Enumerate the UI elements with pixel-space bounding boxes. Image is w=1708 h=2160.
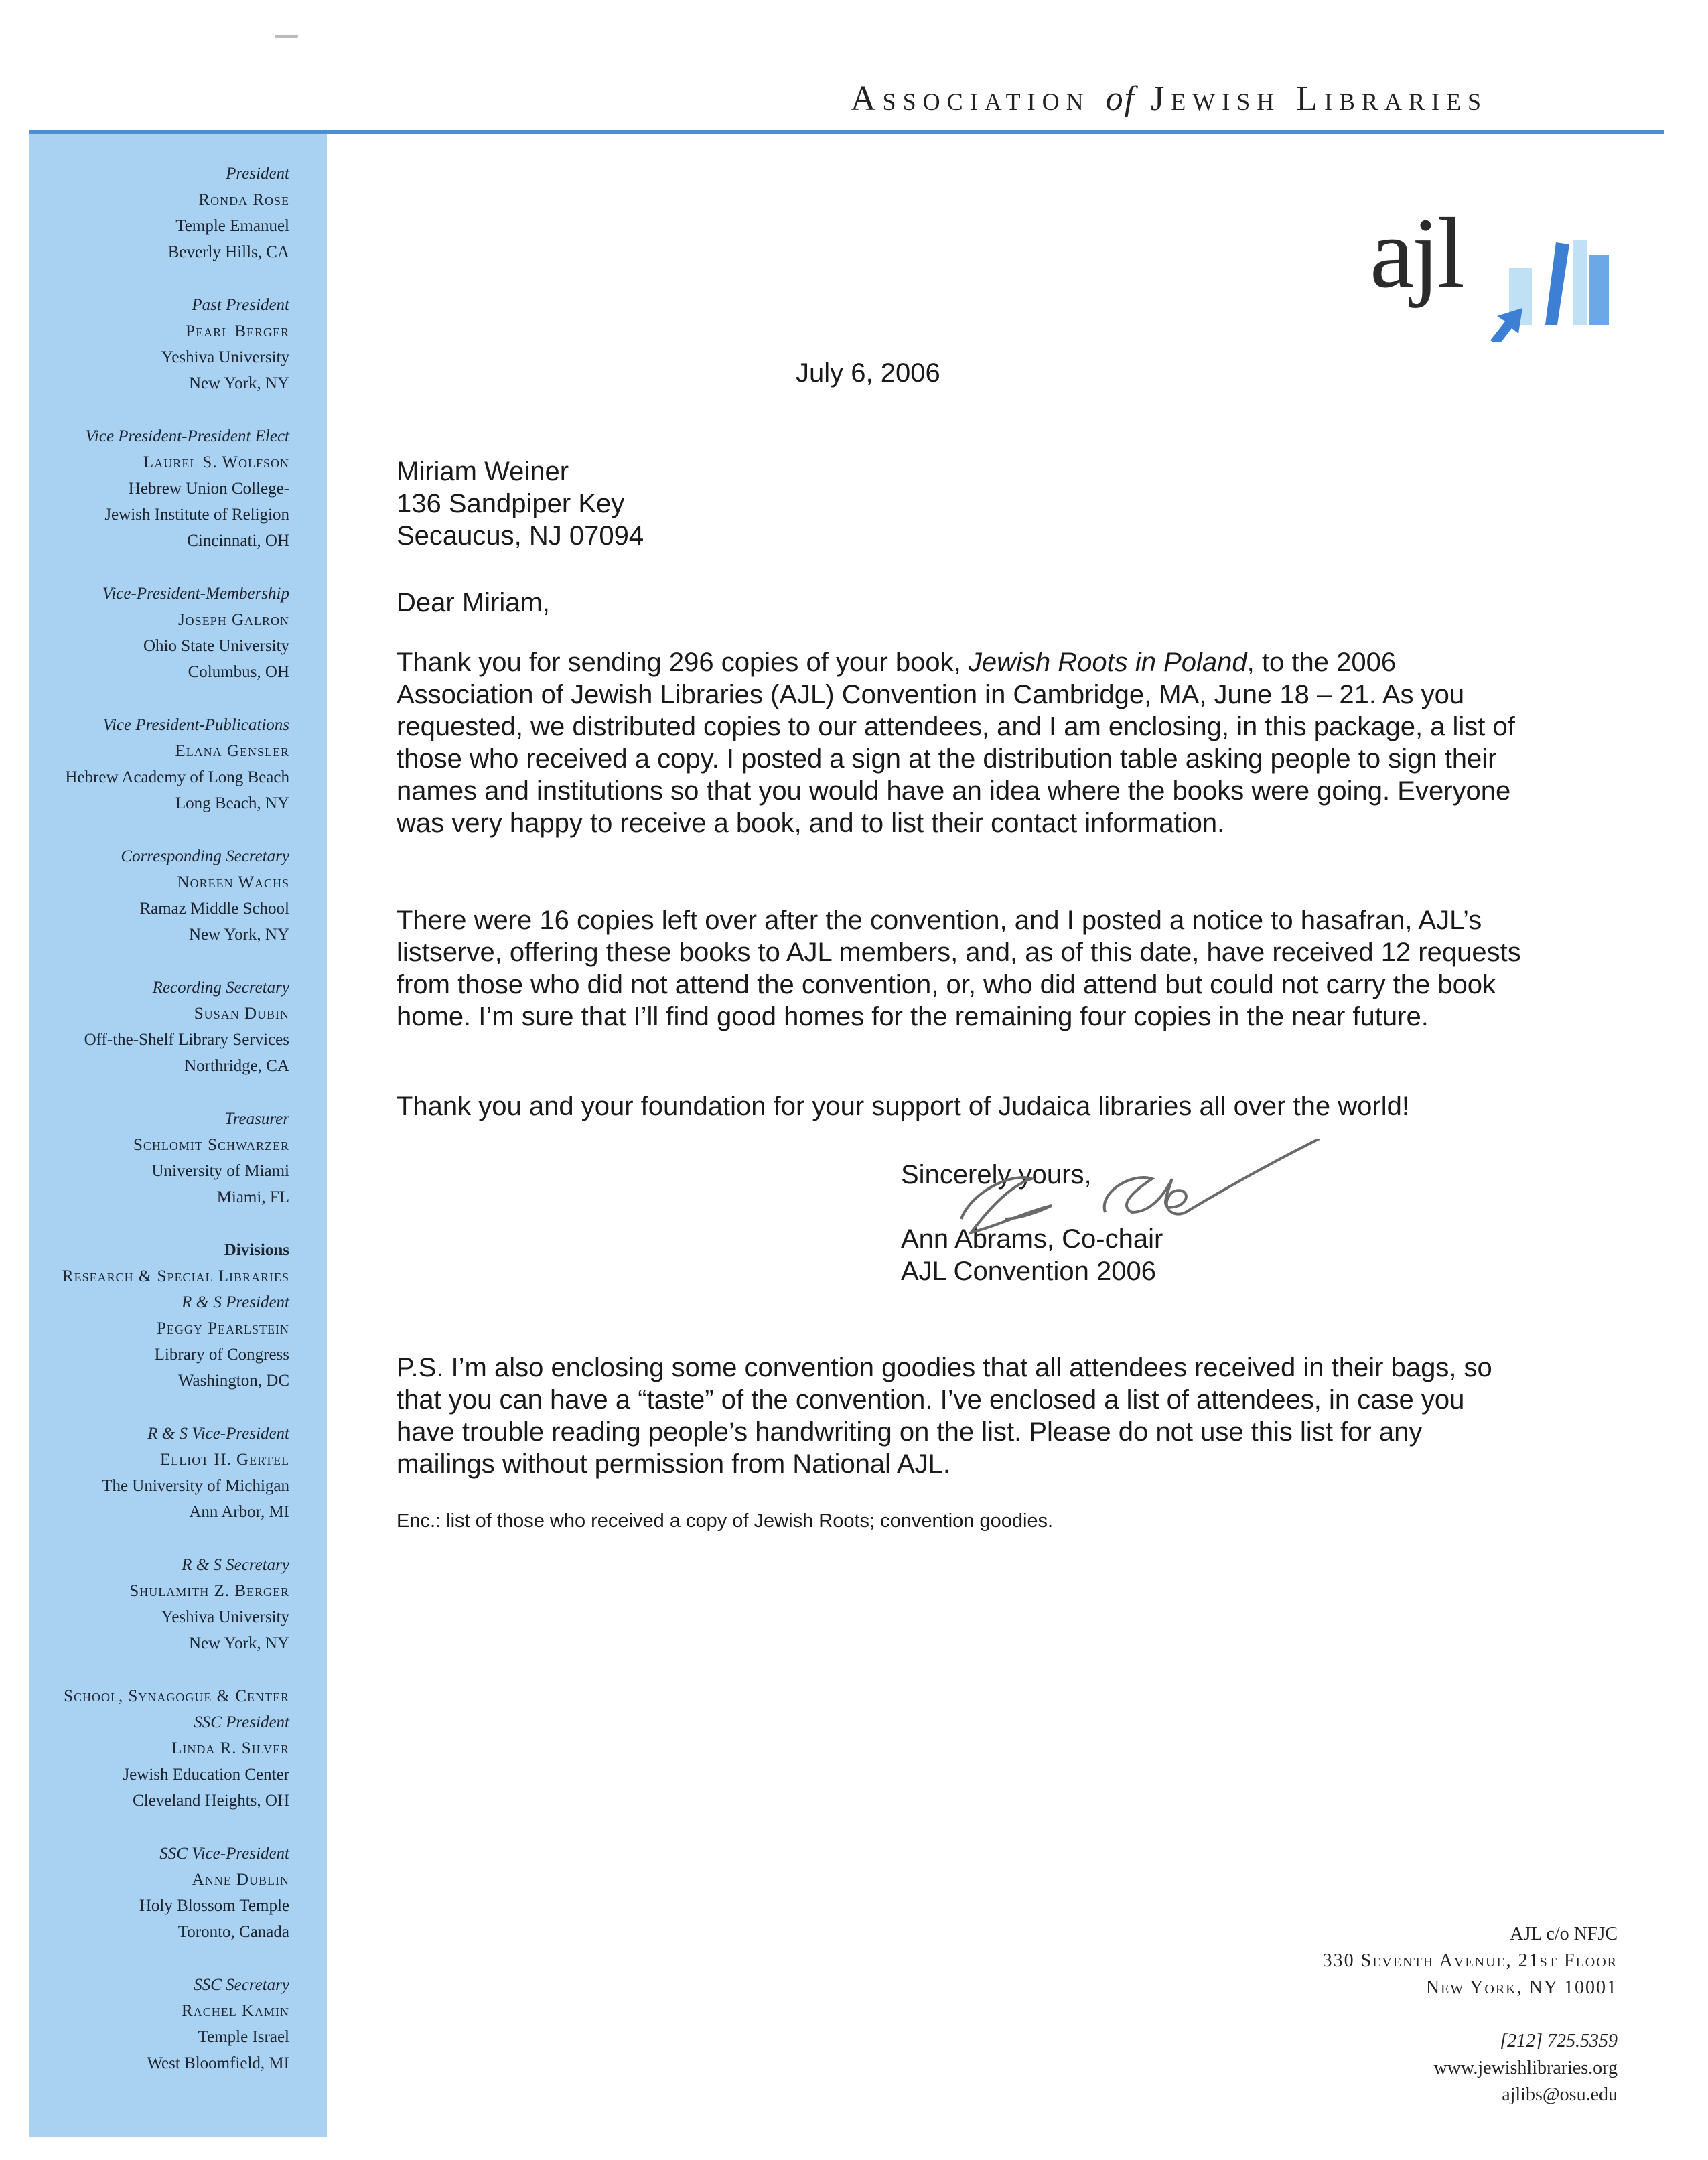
enclosure-note: Enc.: list of those who received a copy of Jewish Roots; convention goodies. bbox=[397, 1510, 1054, 1532]
footer-city: New York, NY 10001 bbox=[1425, 1977, 1618, 1998]
officer-affiliation: New York, NY bbox=[188, 1634, 289, 1652]
p1-text-a: Thank you for sending 296 copies of your book, bbox=[397, 648, 969, 677]
officer-role: President bbox=[226, 165, 289, 183]
officer-name: Peggy Pearlstein bbox=[156, 1319, 289, 1338]
officer-role: Corresponding Secretary bbox=[121, 847, 289, 865]
officer-role: R & S Vice-President bbox=[147, 1425, 289, 1443]
officer-affiliation: Washington, DC bbox=[177, 1372, 289, 1390]
officer-role: Vice President-Publications bbox=[102, 716, 289, 734]
officer-affiliation: Beverly Hills, CA bbox=[167, 243, 289, 261]
officer-affiliation: Jewish Institute of Religion bbox=[104, 506, 289, 524]
paragraph-2: There were 16 copies left over after the convention, and I posted a notice to hasafran, AJL’s listserve, offering these books to AJL members, and, as of this date, have received 12 requests from those who did not attend the convention, or, who did attend but could not carry the book home. I’m sure that I’ll find good homes for the remaining four copies in the near future. bbox=[397, 906, 1521, 1031]
officer-affiliation: Ohio State University bbox=[143, 637, 289, 655]
officer-entry bbox=[62, 292, 289, 397]
handwritten-signature bbox=[931, 1139, 1320, 1259]
signer-title: AJL Convention 2006 bbox=[901, 1256, 1157, 1286]
officer-name: Ronda Rose bbox=[198, 191, 289, 209]
officer-role: Vice President-President Elect bbox=[85, 427, 289, 445]
book-3 bbox=[1573, 240, 1587, 325]
officer-entry bbox=[62, 581, 289, 685]
officer-affiliation: Columbus, OH bbox=[188, 663, 289, 681]
officer-entry bbox=[62, 423, 289, 554]
officer-affiliation: The University of Michigan bbox=[102, 1477, 289, 1495]
officer-affiliation: Ann Arbor, MI bbox=[189, 1503, 289, 1521]
footer-email[interactable]: ajlibs@osu.edu bbox=[1502, 2084, 1618, 2105]
officer-name: Schlomit Schwarzer bbox=[133, 1136, 289, 1154]
org-name-of: of bbox=[1105, 80, 1136, 118]
officer-name: Noreen Wachs bbox=[177, 873, 289, 891]
officer-role: R & S Secretary bbox=[182, 1556, 289, 1574]
logo-text: ajl bbox=[1370, 198, 1462, 309]
officer-entry bbox=[62, 1289, 289, 1394]
officer-entry bbox=[62, 1106, 289, 1210]
officer-affiliation: Northridge, CA bbox=[184, 1057, 289, 1075]
officer-entry bbox=[62, 1552, 289, 1656]
footer-street: 330 Seventh Avenue, 21st Floor bbox=[1322, 1950, 1618, 1971]
divisions-heading: Divisions bbox=[224, 1241, 289, 1259]
officer-role: Vice-President-Membership bbox=[102, 585, 289, 603]
book-4 bbox=[1589, 255, 1609, 325]
officer-name: Joseph Galron bbox=[177, 611, 289, 629]
officer-affiliation: Holy Blossom Temple bbox=[139, 1897, 289, 1915]
officer-entry bbox=[62, 843, 289, 948]
officer-role: Recording Secretary bbox=[152, 979, 289, 997]
book-title: Jewish Roots in Poland bbox=[968, 648, 1247, 677]
officer-affiliation: Temple Emanuel bbox=[175, 217, 289, 235]
books-arrow-icon bbox=[1490, 228, 1611, 342]
officer-role: SSC Secretary bbox=[194, 1976, 289, 1994]
footer-website[interactable]: www.jewishlibraries.org bbox=[1433, 2058, 1618, 2078]
officer-affiliation: Miami, FL bbox=[216, 1188, 289, 1206]
officer-affiliation: University of Miami bbox=[151, 1162, 289, 1180]
officer-affiliation: New York, NY bbox=[188, 374, 289, 392]
division-name-ssc: School, Synagogue & Center bbox=[64, 1687, 289, 1705]
officer-name: Rachel Kamin bbox=[182, 2002, 289, 2020]
officer-entry bbox=[62, 161, 289, 265]
scan-speck bbox=[275, 35, 298, 38]
org-name-prefix: Association bbox=[851, 80, 1090, 118]
officer-role: Past President bbox=[192, 296, 289, 314]
officer-entry bbox=[62, 1709, 289, 1814]
footer-phone: [212] 725.5359 bbox=[1500, 2031, 1618, 2051]
recipient-city: Secaucus, NJ 07094 bbox=[397, 521, 644, 551]
officer-affiliation: Cincinnati, OH bbox=[187, 532, 289, 550]
paragraph-3: Thank you and your foundation for your support of Judaica libraries all over the world! bbox=[397, 1092, 1409, 1121]
officer-entry bbox=[62, 1421, 289, 1525]
officer-affiliation: Toronto, Canada bbox=[177, 1923, 289, 1941]
recipient-address bbox=[397, 455, 644, 552]
officer-name: Elana Gensler bbox=[175, 742, 289, 760]
officer-role: SSC Vice-President bbox=[159, 1845, 289, 1863]
paragraph-1 bbox=[397, 646, 1522, 839]
signer-name: Ann Abrams, Co-chair bbox=[901, 1224, 1163, 1254]
officer-affiliation: Ramaz Middle School bbox=[139, 899, 289, 918]
officer-affiliation: Hebrew Academy of Long Beach bbox=[65, 768, 289, 786]
officer-entry bbox=[62, 712, 289, 816]
officer-entry bbox=[62, 975, 289, 1079]
book-2 bbox=[1545, 242, 1569, 325]
org-name-suffix: Jewish Libraries bbox=[1151, 80, 1488, 118]
officer-name: Pearl Berger bbox=[186, 322, 289, 340]
officer-entry bbox=[62, 1841, 289, 1945]
officer-name: Linda R. Silver bbox=[171, 1739, 289, 1757]
officers-sidebar bbox=[29, 134, 327, 2137]
ajl-logo bbox=[1370, 198, 1611, 342]
officer-role: Treasurer bbox=[224, 1110, 289, 1128]
letter-date: July 6, 2006 bbox=[796, 358, 940, 388]
officer-name: Anne Dublin bbox=[192, 1871, 289, 1889]
officer-affiliation: West Bloomfield, MI bbox=[147, 2054, 289, 2072]
officer-affiliation: Cleveland Heights, OH bbox=[133, 1792, 289, 1810]
recipient-street: 136 Sandpiper Key bbox=[397, 489, 625, 518]
officer-affiliation: New York, NY bbox=[188, 926, 289, 944]
officer-name: Laurel S. Wolfson bbox=[143, 453, 289, 472]
officer-name: Shulamith Z. Berger bbox=[129, 1582, 289, 1600]
officer-entry bbox=[62, 1972, 289, 2076]
p1-text-b: , to the 2006 Association of Jewish Libraries (AJL) Convention in Cambridge, MA, June 18 – 21. As you requested, we distributed copies to our attendees, and I am enclosing, in this package, a list of those who received a copy. I posted a sign at the distribution table asking people to sign their names and institutions so that you would have an idea where the books were going. Everyone was very happy to receive a book, and to list their contact information. bbox=[397, 648, 1515, 838]
officer-affiliation: Off-the-Shelf Library Services bbox=[84, 1031, 289, 1049]
officer-affiliation: Yeshiva University bbox=[161, 348, 289, 366]
letterhead-title bbox=[851, 79, 1488, 119]
officer-name: Elliot H. Gertel bbox=[159, 1451, 289, 1469]
arrow bbox=[1490, 308, 1522, 342]
officers-list bbox=[62, 161, 289, 2103]
officer-affiliation: Yeshiva University bbox=[161, 1608, 289, 1626]
officer-affiliation: Library of Congress bbox=[154, 1346, 289, 1364]
officer-affiliation: Long Beach, NY bbox=[175, 794, 289, 812]
footer-org: AJL c/o NFJC bbox=[1510, 1924, 1618, 1944]
closing: Sincerely yours, bbox=[901, 1160, 1092, 1190]
officer-role: R & S President bbox=[182, 1293, 289, 1311]
officer-affiliation: Hebrew Union College- bbox=[128, 480, 289, 498]
officer-name: Susan Dubin bbox=[194, 1005, 289, 1023]
division-name-rs: Research & Special Libraries bbox=[62, 1267, 289, 1285]
postscript: P.S. I’m also enclosing some convention goodies that all attendees received in their bags, so that you can have a “taste” of the convention. I’ve enclosed a list of attendees, in case you have trouble reading people’s handwriting on the list. Please do not use this list for any mailings without permission from National AJL. bbox=[397, 1353, 1492, 1479]
recipient-name: Miriam Weiner bbox=[397, 457, 569, 486]
footer-contact bbox=[1323, 1921, 1618, 2108]
officer-affiliation: Jewish Education Center bbox=[123, 1766, 289, 1784]
officer-role: SSC President bbox=[194, 1713, 289, 1731]
officer-affiliation: Temple Israel bbox=[198, 2028, 289, 2046]
salutation: Dear Miriam, bbox=[397, 588, 550, 618]
